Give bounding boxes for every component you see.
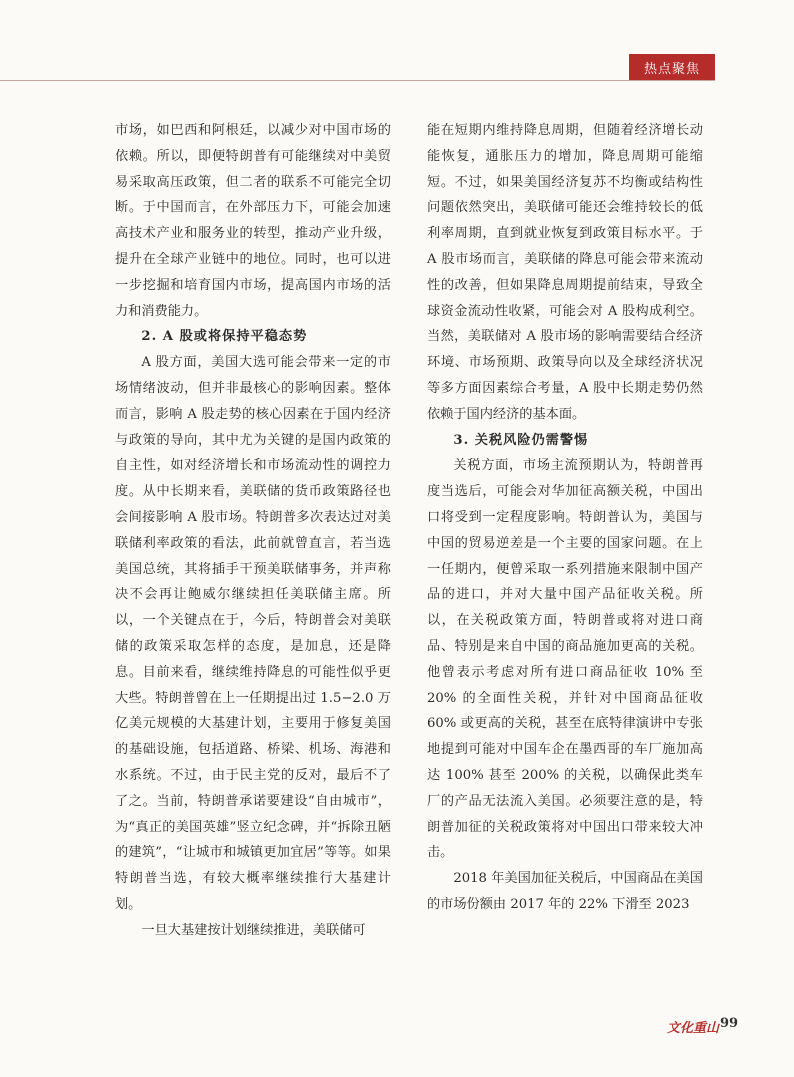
- section-heading-2: 2. A 股或将保持平稳态势: [141, 329, 308, 345]
- section-heading-3: 3. 关税风险仍需警惕: [453, 432, 589, 448]
- left-paragraph-3: 一旦大基建按计划继续推进，美联储可: [141, 922, 366, 938]
- left-paragraph-1: 市场，如巴西和阿根廷，以减少对中国市场的依赖。所以，即便特朗普有可能继续对中美贸易采取高压政策，但二者的联系不可能完全切断。于中国而言，在外部压力下，可能会加速高技术产业和服务业的转型，推动产业升级，提升在全球产业链中的地位。同时，也可以进一步挖掘和培育国内市场，提高国内市场的活力和消费能力。: [115, 123, 391, 319]
- right-paragraph-2: 关税方面，市场主流预期认为，特朗普再度当选后，可能会对华加征高额关税，中国出口将受到一定程度影响。特朗普认为，美国与中国的贸易逆差是一个主要的国家问题。在上一任期内，便曾采取一系列措施来限制中国产品的进口，并对大量中国产品征收关税。所以，在关税政策方面，特朗普或将对进口商品、特别是来自中国的商品施加更高的关税。他曾表示考虑对所有进口商品征收 10% 至 20% 的全面性关税，并针对中国商品征收 60% 或更高的关税，甚至在底特律演讲中专张地提到可能对中国车企在墨西哥的车厂施加高达 100% 甚至 200% 的关税，以确保此类车厂的产品无法流入美国。必须要注意的是，特朗普加征的关税政策将对中国出口带来较大冲击。: [427, 458, 703, 861]
- page-number: 99: [720, 1016, 739, 1031]
- section-tag: 热点聚焦: [629, 54, 715, 80]
- left-paragraph-2: A 股方面，美国大选可能会带来一定的市场情绪波动，但并非最核心的影响因素。整体而言，影响 A 股走势的核心因素在于国内经济与政策的导向，其中尤为关键的是国内政策的自主性，如对经济增长和市场流动性的调控力度。从中长期来看，美联储的货币政策路径也会间接影响 A 股市场。特朗普多次表达过对美联储利率政策的看法，此前就曾直言，若当选美国总统，其将插手干预美联储事务，并声称决不会再让鲍威尔继续担任美联储主席。所以，一个关键点在于，今后，特朗普会对美联储的政策采取怎样的态度，是加息，还是降息。目前来看，继续维持降息的可能性似乎更大些。特朗普曾在上一任期提出过 1.5−2.0 万亿美元规模的大基建计划，主要用于修复美国的基础设施，包括道路、桥梁、机场、海港和水系统。不过，由于民主党的反对，最后不了了之。当前，特朗普承诺要建设“自由城市”，为“真正的美国英雄”竖立纪念碑，并“拆除丑陋的建筑”，“让城市和城镇更加宜居”等等。如果特朗普当选，有较大概率继续推行大基建计划。: [115, 355, 391, 912]
- left-column: [115, 118, 391, 944]
- footer-brand-logo: 文化重山: [667, 1021, 720, 1036]
- right-paragraph-1: 能在短期内维持降息周期，但随着经济增长动能恢复，通胀压力的增加，降息周期可能缩短。不过，如果美国经济复苏不均衡或结构性问题依然突出，美联储可能还会维持较长的低利率周期，直到就业恢复到政策目标水平。于 A 股市场而言，美联储的降息可能会带来流动性的改善，但如果降息周期提前结束，导致全球资金流动性收紧，可能会对 A 股构成利空。当然，美联储对 A 股市场的影响需要结合经济环境、市场预期、政策导向以及全球经济状况等多方面因素综合考量，A 股中长期走势仍然依赖于国内经济的基本面。: [427, 123, 703, 422]
- right-paragraph-3: 2018 年美国加征关税后，中国商品在美国的市场份额由 2017 年的 22% 下滑至 2023: [427, 871, 703, 912]
- header-divider: [0, 80, 715, 81]
- right-column: [427, 118, 703, 918]
